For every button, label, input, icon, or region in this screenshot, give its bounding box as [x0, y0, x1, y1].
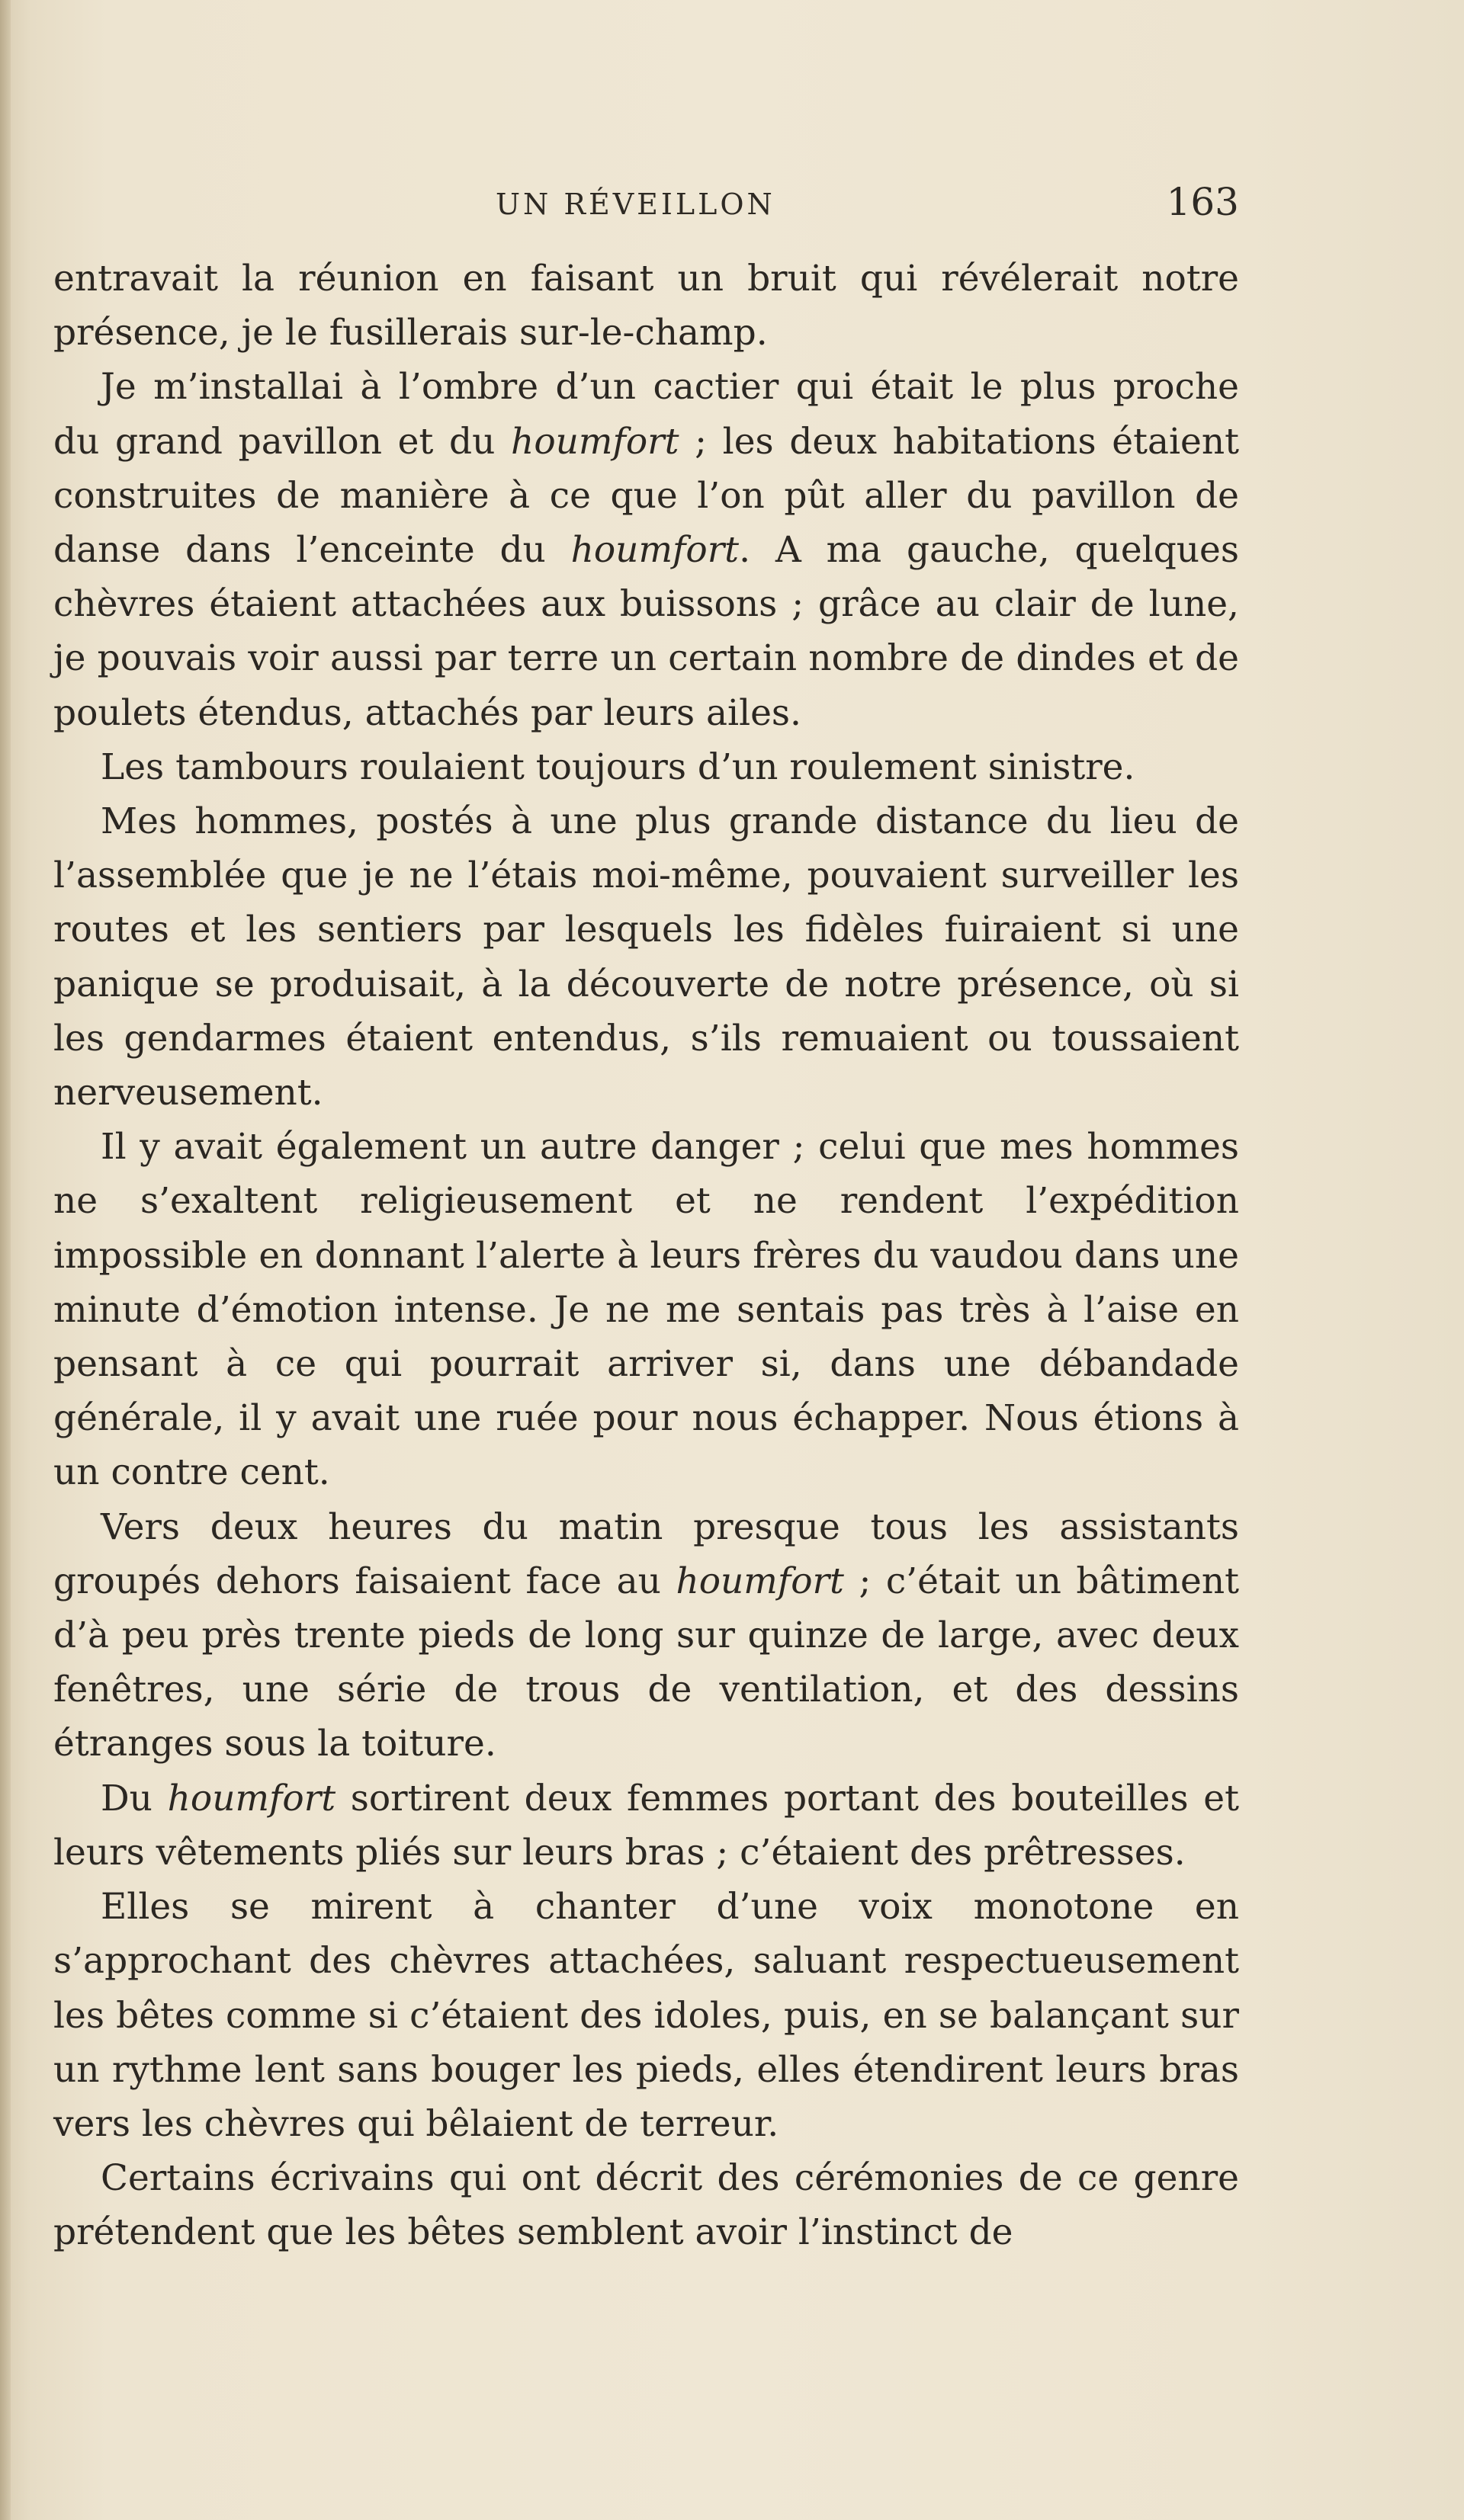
italic-term: houmfort: [167, 1777, 336, 1819]
text-run: ; c’était un bâtiment d’à peu près trente pieds de long sur quinze de large, avec deux fenêtres, une série de trous de ventilation, et des dessins étranges sous la toiture.: [53, 1560, 1239, 1765]
page-spine-shadow: [0, 0, 11, 2520]
running-title: UN RÉVEILLON: [496, 188, 775, 221]
text-run: entravait la réunion en faisant un bruit qui révélerait notre présence, je le fusillerais sur-le-champ.: [53, 258, 1239, 354]
page-number: 163: [1166, 180, 1239, 224]
running-head: [92, 180, 1239, 233]
paragraph: [53, 740, 1239, 794]
italic-term: houmfort: [676, 1560, 844, 1602]
text-run: . A ma gauche, quelques chèvres étaient attachées aux buissons ; grâce au clair de lune, je pouvais voir aussi par terre un certain nombre de dindes et de poulets étendus, attachés par leurs ailes.: [53, 529, 1239, 734]
paragraph: [53, 1500, 1239, 1771]
text-run: Elles se mirent à chanter d’une voix monotone en s’approchant des chèvres attachées, saluant respectueusement les bêtes comme si c’étaient des idoles, puis, en se balançant sur un rythme lent sans bouger les pieds, elles étendirent leurs bras vers les chèvres qui bêlaient de terreur.: [53, 1886, 1239, 2145]
text-run: Les tambours roulaient toujours d’un roulement sinistre.: [101, 745, 1135, 788]
text-run: Mes hommes, postés à une plus grande distance du lieu de l’assemblée que je ne l’étais moi-même, pouvaient surveiller les routes et les sentiers par lesquels les fidèles fuiraient si une panique se produisait, à la découverte de notre présence, où si les gendarmes étaient entendus, s’ils remuaient ou toussaient nerveusement.: [53, 800, 1239, 1114]
paragraph: [53, 794, 1239, 1120]
paragraph: [53, 1880, 1239, 2151]
paragraph: [53, 360, 1239, 739]
paragraph: [53, 1771, 1239, 1880]
text-run: Vers deux heures du matin presque tous les assistants groupés dehors faisaient face au: [53, 1505, 1239, 1602]
body-text: [53, 252, 1239, 2260]
paragraph: [53, 1120, 1239, 1499]
paragraph: [53, 2151, 1239, 2259]
text-run: Certains écrivains qui ont décrit des cérémonies de ce genre prétendent que les bêtes semblent avoir l’instinct de: [53, 2157, 1239, 2254]
italic-term: houmfort: [511, 420, 679, 463]
text-run: Il y avait également un autre danger ; celui que mes hommes ne s’exaltent religieusement et ne rendent l’expédition impossible en donnant l’alerte à leurs frères du vaudou dans une minute d’émotion intense. Je ne me sentais pas très à l’aise en pensant à ce qui pourrait arriver si, dans une débandade générale, il y avait une ruée pour nous échapper. Nous étions à un contre cent.: [53, 1126, 1239, 1494]
text-run: sortirent deux femmes portant des bouteilles et leurs vêtements pliés sur leurs bras ; c’étaient des prêtresses.: [53, 1777, 1239, 1874]
text-run: ; les deux habitations étaient construites de manière à ce que l’on pût aller du pavillon de danse dans l’enceinte du: [53, 420, 1239, 572]
text-run: Du: [101, 1777, 168, 1819]
paragraph: [53, 252, 1239, 360]
text-run: Je m’installai à l’ombre d’un cactier qui était le plus proche du grand pavillon et du: [53, 366, 1239, 463]
italic-term: houmfort: [570, 529, 740, 572]
